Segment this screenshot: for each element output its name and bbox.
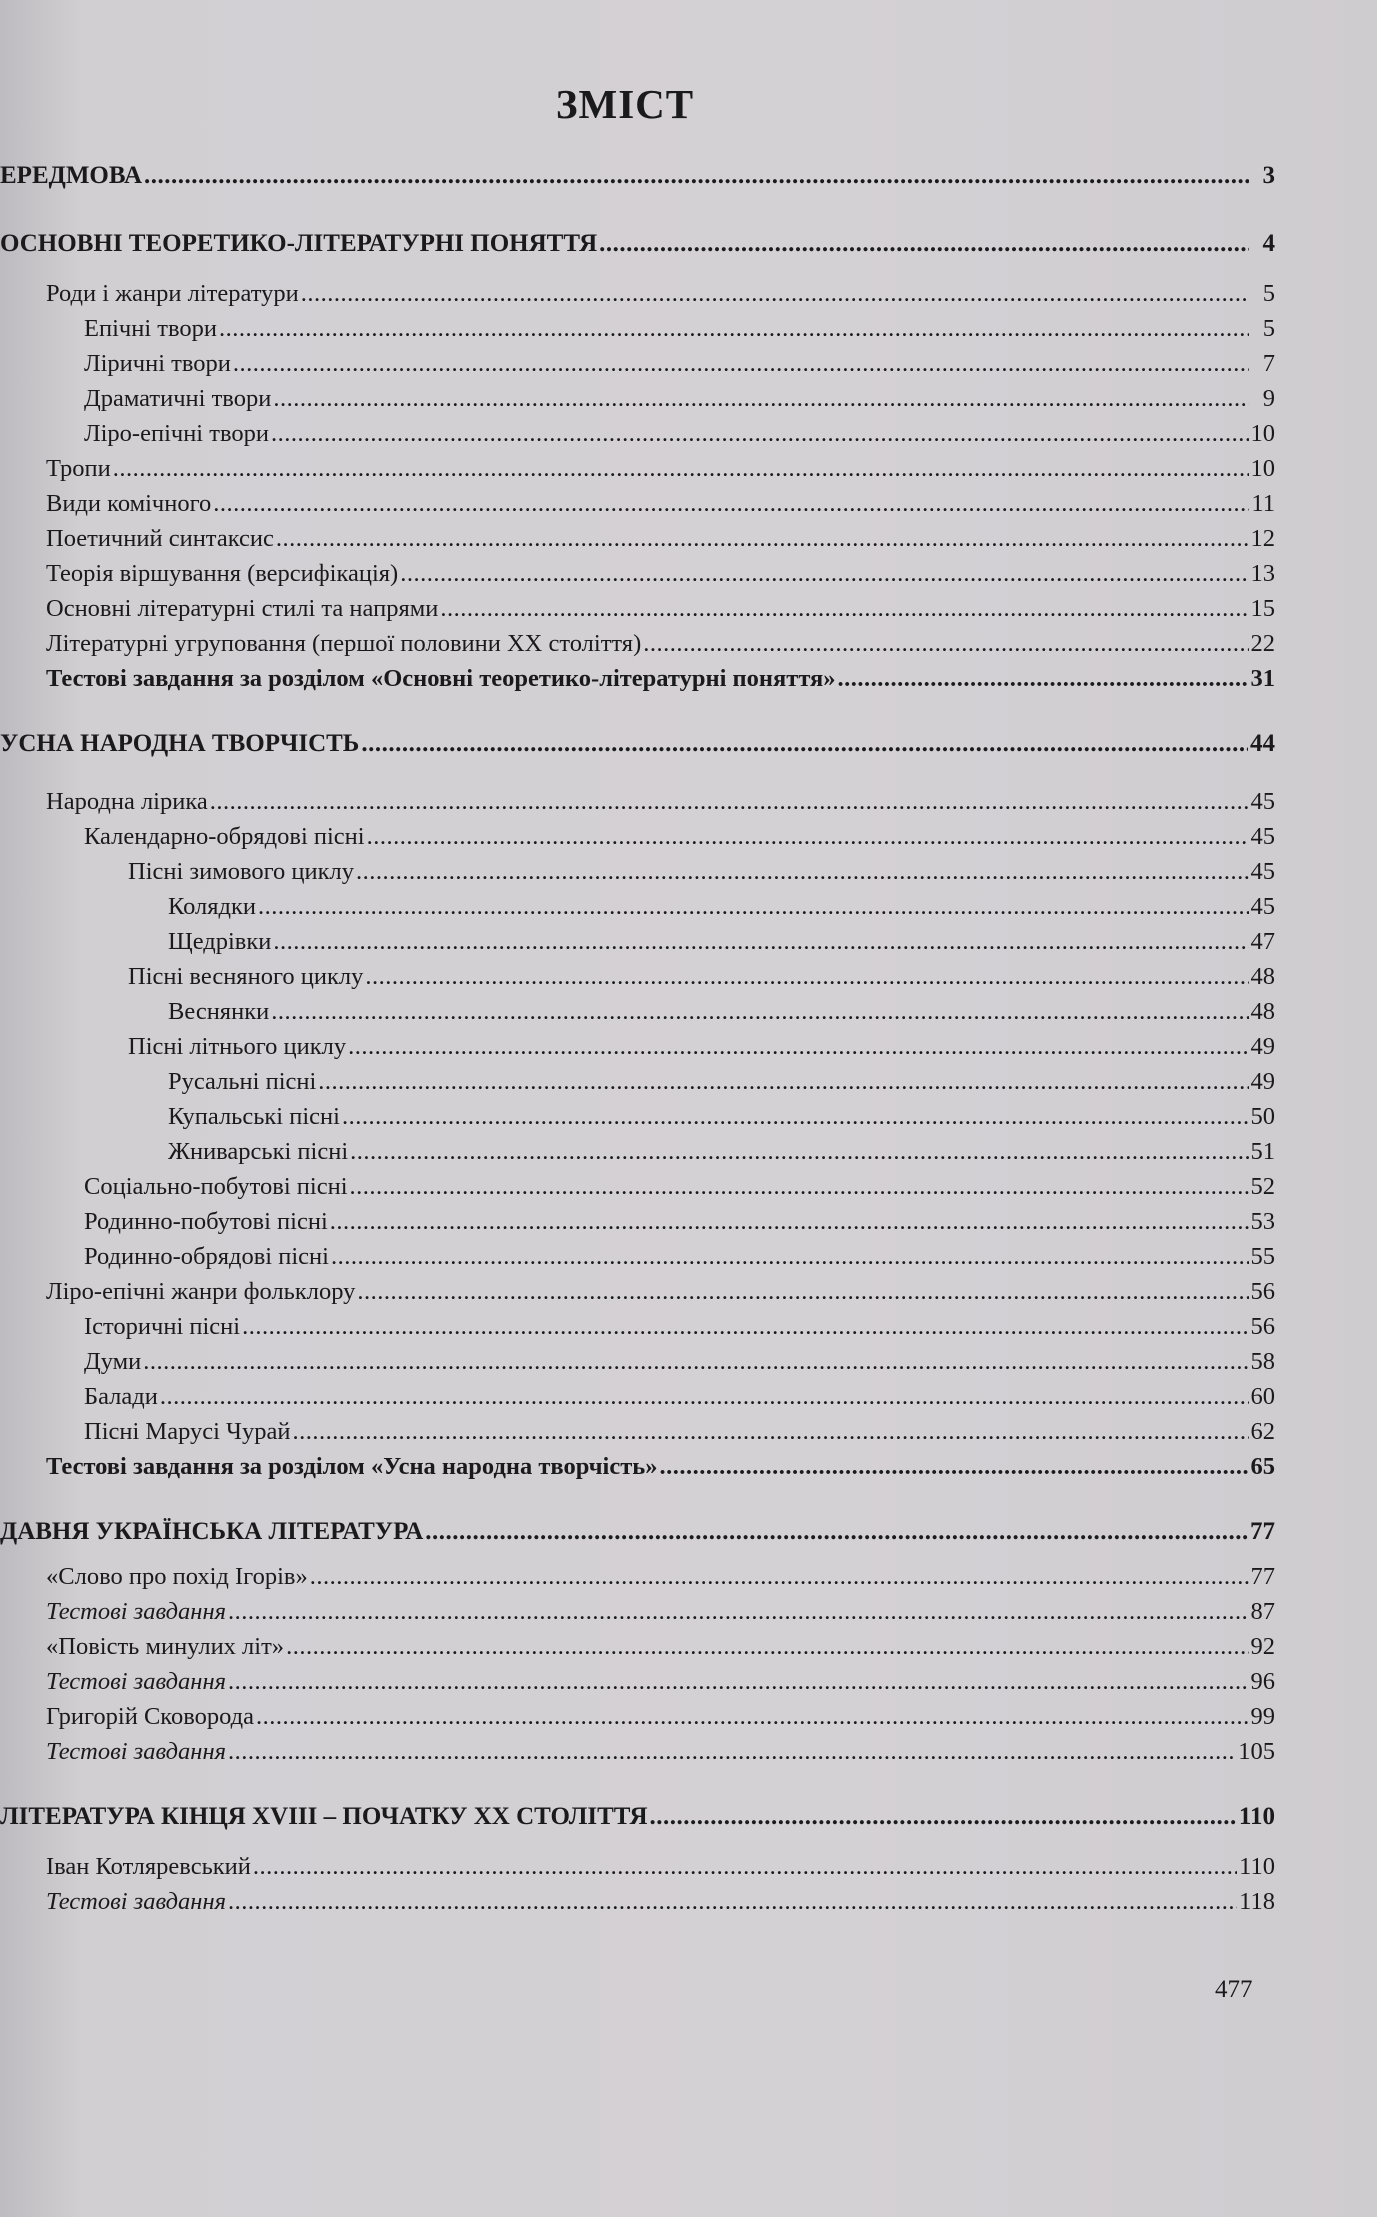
toc-entry-label: Народна лірика — [46, 788, 208, 815]
dot-leader — [348, 1031, 1248, 1063]
toc-entry-page: 110 — [1238, 1803, 1275, 1830]
toc-entry-page: 65 — [1250, 1453, 1275, 1480]
toc-entry-page: 52 — [1250, 1173, 1275, 1200]
toc-section-entry — [0, 160, 1275, 192]
dot-leader — [318, 1066, 1248, 1098]
toc-entry — [0, 488, 1275, 520]
toc-entry-label: Епічні твори — [84, 315, 217, 342]
dot-leader — [253, 1851, 1237, 1883]
dot-leader — [233, 348, 1249, 380]
toc-entry-page: 10 — [1250, 455, 1275, 482]
toc-entry-label: Ліричні твори — [84, 350, 231, 377]
toc-entry-page: 58 — [1250, 1348, 1275, 1375]
toc-entry-page: 50 — [1250, 1103, 1275, 1130]
toc-entry-label: Роди і жанри літератури — [46, 280, 299, 307]
toc-entry — [0, 1311, 1275, 1343]
toc-entry-label: Історичні пісні — [84, 1313, 241, 1340]
toc-entry — [0, 418, 1275, 450]
toc-entry-label: Теорія віршування (версифікація) — [46, 560, 399, 587]
dot-leader — [228, 1666, 1249, 1698]
toc-entry — [0, 453, 1275, 485]
dot-leader — [350, 1136, 1248, 1168]
dot-leader — [301, 278, 1249, 310]
toc-entry-label: Балади — [84, 1383, 158, 1410]
toc-entry-label: Іван Котляревський — [46, 1853, 251, 1880]
page-number: 477 — [1215, 1976, 1253, 2003]
toc-entry-page: 62 — [1250, 1418, 1275, 1445]
dot-leader — [213, 488, 1249, 520]
dot-leader — [219, 313, 1249, 345]
toc-entry — [0, 628, 1275, 660]
dot-leader — [228, 1596, 1249, 1628]
dot-leader — [367, 821, 1249, 853]
toc-entry-label: Тестові завдання — [46, 1738, 226, 1765]
toc-entry-label: Пісні Марусі Чурай — [84, 1418, 291, 1445]
toc-entry — [0, 313, 1275, 345]
toc-entry-label: Пісні весняного циклу — [128, 963, 364, 990]
toc-entry-page: 56 — [1250, 1313, 1275, 1340]
toc-entry-page: 45 — [1250, 788, 1275, 815]
dot-leader — [310, 1561, 1249, 1593]
toc-entry — [0, 558, 1275, 590]
dot-leader — [440, 593, 1248, 625]
toc-entry-page: 11 — [1251, 490, 1275, 517]
toc-entry — [0, 926, 1275, 958]
dot-leader — [271, 418, 1249, 450]
toc-entry-label: Тестові завдання — [46, 1888, 226, 1915]
toc-entry-label: Жниварські пісні — [168, 1138, 349, 1165]
toc-entry-label: Соціально-побутові пісні — [84, 1173, 348, 1200]
dot-leader — [599, 228, 1249, 260]
toc-entry — [0, 1666, 1275, 1698]
toc-entry — [0, 278, 1275, 310]
dot-leader — [365, 961, 1248, 993]
toc-entry-page: 47 — [1250, 928, 1275, 955]
toc-entry-label: Ліро-епічні жанри фольклору — [46, 1278, 356, 1305]
toc-entry-label: Тестові завдання — [46, 1598, 226, 1625]
toc-entry — [0, 1136, 1275, 1168]
toc-entry-page: 48 — [1250, 963, 1275, 990]
toc-entry-page: 77 — [1250, 1563, 1275, 1590]
dot-leader — [330, 1206, 1249, 1238]
dot-leader — [350, 1171, 1249, 1203]
toc-entry-page: 96 — [1250, 1668, 1275, 1695]
toc-entry — [0, 1596, 1275, 1628]
dot-leader — [273, 383, 1249, 415]
toc-entry-page: 48 — [1250, 998, 1275, 1025]
dot-leader — [273, 926, 1248, 958]
toc-entry-label: Календарно-обрядові пісні — [84, 823, 365, 850]
dot-leader — [659, 1451, 1248, 1483]
toc-entry-page: 49 — [1250, 1033, 1275, 1060]
toc-entry — [0, 1171, 1275, 1203]
dot-leader — [342, 1101, 1249, 1133]
toc-entry — [0, 1206, 1275, 1238]
toc-entry-label: Основні літературні стилі та напрями — [46, 595, 439, 622]
toc-entry-page: 51 — [1250, 1138, 1275, 1165]
toc-entry — [0, 1416, 1275, 1448]
dot-leader — [650, 1801, 1237, 1833]
toc-entry — [0, 348, 1275, 380]
toc-entry — [0, 663, 1275, 695]
toc-entry — [0, 1066, 1275, 1098]
toc-entry — [0, 856, 1275, 888]
toc-section-entry — [0, 1801, 1275, 1833]
dot-leader — [228, 1736, 1236, 1768]
toc-entry-page: 12 — [1250, 525, 1275, 552]
toc-entry-page: 4 — [1262, 230, 1275, 257]
toc-entry — [0, 383, 1275, 415]
toc-entry — [0, 821, 1275, 853]
toc-entry-page: 31 — [1250, 665, 1275, 692]
toc-entry-page: 45 — [1250, 858, 1275, 885]
page-title: ЗМІСТ — [555, 81, 695, 127]
toc-entry-page: 105 — [1238, 1738, 1275, 1765]
toc-entry — [0, 1736, 1275, 1768]
toc-entry-page: 5 — [1262, 315, 1275, 342]
toc-entry-label: Думи — [84, 1348, 142, 1375]
toc-entry-label: Тестові завдання — [46, 1668, 226, 1695]
toc-entry-label: Тестові завдання за розділом «Основні теоретико-літературні поняття» — [46, 665, 836, 692]
dot-leader — [271, 996, 1248, 1028]
toc-entry-label: Ліро-епічні твори — [84, 420, 269, 447]
toc-entry-page: 55 — [1250, 1243, 1275, 1270]
toc-entry-label: ДАВНЯ УКРАЇНСЬКА ЛІТЕРАТУРА — [0, 1518, 424, 1545]
toc-entry — [0, 961, 1275, 993]
toc-entry-page: 15 — [1250, 595, 1275, 622]
toc-entry-label: «Повість минулих літ» — [46, 1633, 285, 1660]
toc-entry — [0, 1346, 1275, 1378]
toc-entry — [0, 786, 1275, 818]
toc-entry — [0, 1276, 1275, 1308]
toc-entry-label: Пісні зимового циклу — [128, 858, 355, 885]
dot-leader — [361, 728, 1248, 760]
toc-section-entry — [0, 1516, 1275, 1548]
toc-entry — [0, 1851, 1275, 1883]
toc-entry — [0, 1381, 1275, 1413]
toc-entry — [0, 1241, 1275, 1273]
toc-entry-page: 45 — [1250, 893, 1275, 920]
dot-leader — [113, 453, 1249, 485]
toc-section-entry — [0, 228, 1275, 260]
dot-leader — [331, 1241, 1249, 1273]
toc-entry-label: Колядки — [168, 893, 257, 920]
dot-leader — [292, 1416, 1248, 1448]
toc-entry-page: 44 — [1250, 730, 1275, 757]
toc-entry-label: Родинно-обрядові пісні — [84, 1243, 329, 1270]
toc-entry-page: 22 — [1250, 630, 1275, 657]
toc-entry-page: 13 — [1250, 560, 1275, 587]
toc-entry-page: 118 — [1239, 1888, 1275, 1915]
toc-entry-page: 92 — [1250, 1633, 1275, 1660]
toc-entry-page: 87 — [1250, 1598, 1275, 1625]
toc-entry-label: ЕРЕДМОВА — [0, 162, 143, 189]
toc-entry-label: ОСНОВНІ ТЕОРЕТИКО-ЛІТЕРАТУРНІ ПОНЯТТЯ — [0, 230, 598, 257]
toc-entry-label: Родинно-побутові пісні — [84, 1208, 328, 1235]
toc-entry-page: 53 — [1250, 1208, 1275, 1235]
toc-entry-page: 10 — [1250, 420, 1275, 447]
toc-entry-page: 110 — [1239, 1853, 1275, 1880]
toc-entry-page: 60 — [1250, 1383, 1275, 1410]
toc-entry-label: Григорій Сковорода — [46, 1703, 254, 1730]
toc-entry-label: Щедрівки — [168, 928, 272, 955]
toc-entry-page: 56 — [1250, 1278, 1275, 1305]
toc-entry-label: «Слово про похід Ігорів» — [46, 1563, 308, 1590]
toc-entry-page: 49 — [1250, 1068, 1275, 1095]
dot-leader — [643, 628, 1248, 660]
toc-entry — [0, 593, 1275, 625]
toc-entry-label: Русальні пісні — [168, 1068, 317, 1095]
toc-entry — [0, 1701, 1275, 1733]
toc-entry-page: 45 — [1250, 823, 1275, 850]
toc-entry-label: Тестові завдання за розділом «Усна народна творчість» — [46, 1453, 658, 1480]
dot-leader — [838, 663, 1249, 695]
dot-leader — [160, 1381, 1249, 1413]
toc-entry-label: Купальські пісні — [168, 1103, 340, 1130]
toc-entry-label: Веснянки — [168, 998, 270, 1025]
toc-entry — [0, 1631, 1275, 1663]
toc-entry-page: 77 — [1250, 1518, 1275, 1545]
toc-entry-page: 9 — [1262, 385, 1275, 412]
dot-leader — [258, 891, 1248, 923]
dot-leader — [356, 856, 1248, 888]
toc-section-entry — [0, 728, 1275, 760]
dot-leader — [228, 1886, 1237, 1918]
toc-entry-page: 3 — [1262, 162, 1275, 189]
toc-entry — [0, 1886, 1275, 1918]
toc-entry-label: Види комічного — [46, 490, 212, 517]
toc-entry-page: 7 — [1262, 350, 1275, 377]
toc-entry — [0, 1031, 1275, 1063]
toc-entry-label: Літературні угруповання (першої половини XX століття) — [46, 630, 642, 657]
dot-leader — [144, 160, 1249, 192]
dot-leader — [256, 1701, 1249, 1733]
toc-entry-page: 99 — [1250, 1703, 1275, 1730]
dot-leader — [210, 786, 1249, 818]
toc-entry-label: Пісні літнього циклу — [128, 1033, 347, 1060]
dot-leader — [286, 1631, 1248, 1663]
toc-entry — [0, 996, 1275, 1028]
toc-entry-label: Тропи — [46, 455, 111, 482]
toc-entry-label: УСНА НАРОДНА ТВОРЧІСТЬ — [0, 730, 360, 757]
dot-leader — [143, 1346, 1248, 1378]
toc-entry — [0, 891, 1275, 923]
dot-leader — [425, 1516, 1248, 1548]
dot-leader — [276, 523, 1249, 555]
dot-leader — [400, 558, 1248, 590]
dot-leader — [357, 1276, 1248, 1308]
toc-entry-label: Поетичний синтаксис — [46, 525, 274, 552]
toc-entry-page: 5 — [1262, 280, 1275, 307]
toc-entry — [0, 1451, 1275, 1483]
toc-entry — [0, 1561, 1275, 1593]
dot-leader — [242, 1311, 1248, 1343]
toc-entry — [0, 523, 1275, 555]
toc-entry-label: Драматичні твори — [84, 385, 272, 412]
toc-entry — [0, 1101, 1275, 1133]
toc-entry-label: ЛІТЕРАТУРА КІНЦЯ XVIII – ПОЧАТКУ XX СТОЛІТТЯ — [0, 1803, 648, 1830]
